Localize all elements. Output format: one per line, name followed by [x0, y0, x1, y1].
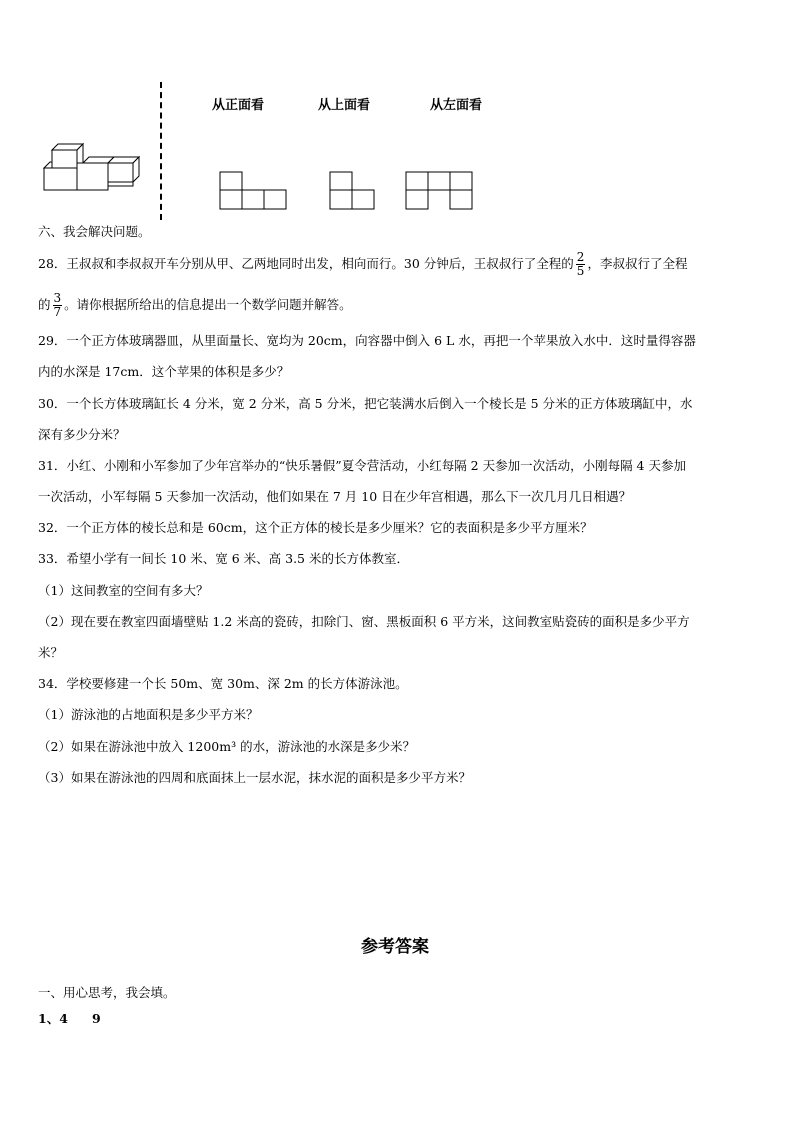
left-view-grid	[405, 171, 475, 211]
question-30-line1: 30．一个长方体玻璃缸长 4 分米，宽 2 分米，高 5 分米，把它装满水后倒入一个棱长是 5 分米的正方体玻璃缸中，水	[38, 396, 693, 411]
top-view-grid	[329, 171, 379, 211]
answers-section1-heading: 一、用心思考，我会填。	[38, 985, 176, 1000]
question-34-sub1: （1）游泳池的占地面积是多少平方米？	[38, 707, 259, 722]
fraction-2-5	[576, 251, 586, 278]
top-view-label: 从上面看	[318, 98, 371, 113]
question-33-sub2-line2: 米？	[38, 645, 64, 660]
fraction-3-7	[53, 292, 63, 319]
question-33-sub2-line1: （2）现在要在教室四面墙壁贴 1.2 米高的瓷砖，扣除门、窗、黑板面积 6 平方米，这间教室贴瓷砖的面积是多少平方	[38, 614, 690, 629]
section6-heading: 六、我会解决问题。	[38, 224, 151, 239]
question-33-stem: 33．希望小学有一间长 10 米、宽 6 米、高 3.5 米的长方体教室．	[38, 551, 409, 566]
answers-title: 参考答案	[361, 937, 429, 957]
front-view-grid	[219, 171, 289, 211]
q28-text-4: 。请你根据所给出的信息提出一个数学问题并解答。	[64, 297, 352, 312]
fraction-numerator: 2	[576, 249, 585, 264]
question-31-line1: 31．小红、小刚和小军参加了少年宫举办的“快乐暑假”夏令营活动，小红每隔 2 天参加一次活动，小刚每隔 4 天参加	[38, 458, 686, 473]
fraction-numerator: 3	[53, 290, 62, 305]
question-34-sub2: （2）如果在游泳池中放入 1200m³ 的水，游泳池的水深是多少米？	[38, 739, 416, 754]
answer-1-value: 9	[92, 1011, 101, 1026]
question-31-line2: 一次活动，小军每隔 5 天参加一次活动，他们如果在 7 月 10 日在少年宫相遇，那么下一次几月几日相遇？	[38, 489, 632, 504]
question-34-sub3: （3）如果在游泳池的四周和底面抹上一层水泥，抹水泥的面积是多少平方米？	[38, 770, 471, 785]
fraction-denominator: 5	[576, 263, 585, 278]
question-32: 32．一个正方体的棱长总和是 60cm，这个正方体的棱长是多少厘米？它的表面积是多少平方厘米？	[38, 520, 593, 535]
q28-text-1: 28．王叔叔和李叔叔开车分别从甲、乙两地同时出发，相向而行。30 分钟后，王叔叔行了全程的	[38, 256, 574, 271]
q28-text-3: 的	[38, 297, 51, 312]
question-29-line2: 内的水深是 17cm．这个苹果的体积是多少？	[38, 364, 290, 379]
question-30-line2: 深有多少分米？	[38, 427, 126, 442]
left-view-label: 从左面看	[430, 98, 483, 113]
front-view-label: 从正面看	[212, 98, 265, 113]
figure-divider	[160, 82, 162, 220]
fraction-denominator: 7	[53, 304, 62, 319]
question-28-line2	[38, 287, 352, 323]
question-34-stem: 34．学校要修建一个长 50m、宽 30m、深 2m 的长方体游泳池。	[38, 676, 408, 691]
question-28-line1	[38, 246, 687, 282]
q28-text-2: ，李叔叔行了全程	[587, 256, 688, 271]
question-29-line1: 29．一个正方体玻璃器皿，从里面量长、宽均为 20cm，向容器中倒入 6 L 水，再把一个苹果放入水中．这时量得容器	[38, 333, 696, 348]
answer-1-label: 1、4	[38, 1011, 68, 1026]
question-33-sub1: （1）这间教室的空间有多大？	[38, 583, 209, 598]
cube-stack-figure	[40, 138, 140, 196]
